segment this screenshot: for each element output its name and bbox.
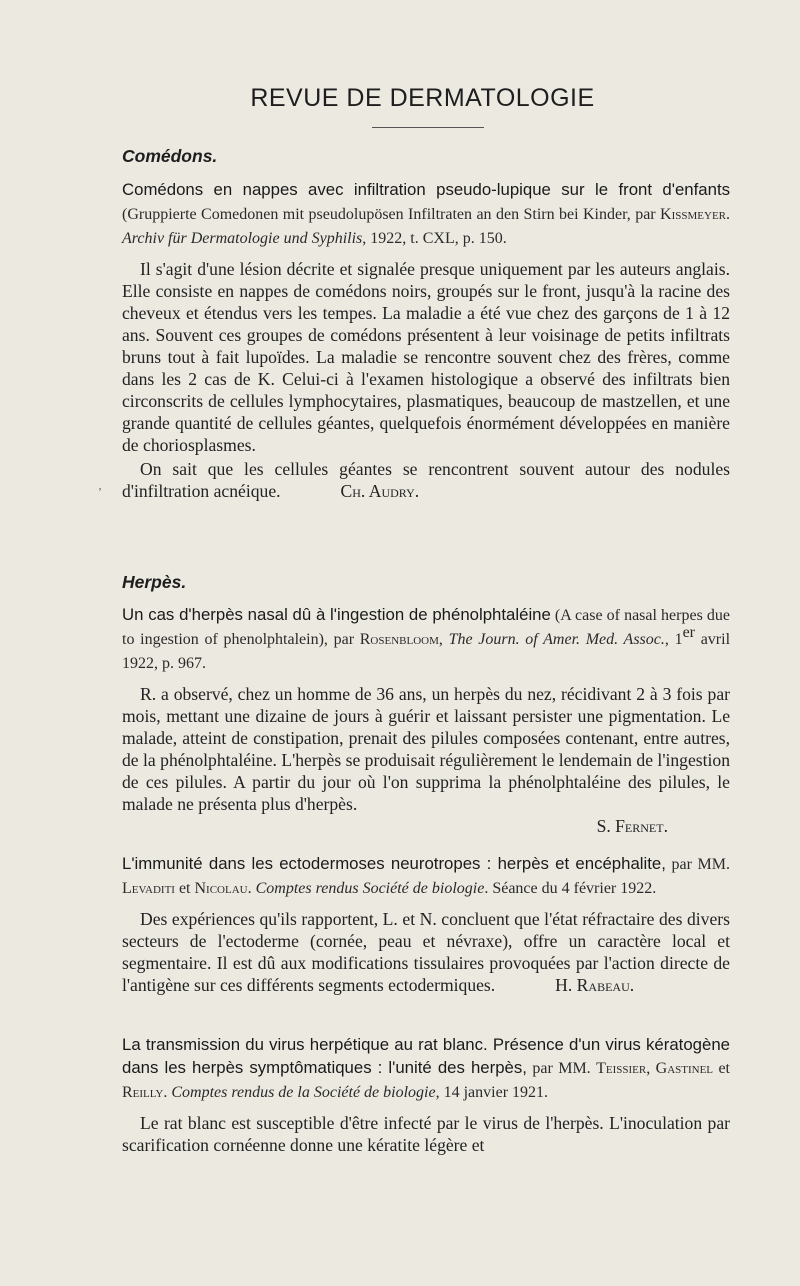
article-title: Comédons en nappes avec infiltration pseudo-lupique sur le front d'enfants xyxy=(122,180,730,199)
article-herpes-nasal-header xyxy=(122,603,730,675)
article-title: La transmission du virus herpétique au rat blanc. Présence d'un virus kératogène dans les herpès symptômatiques : l'unité des herpès, xyxy=(122,1035,730,1077)
article-reference-and: et xyxy=(174,880,195,897)
margin-mark: ʼ xyxy=(98,485,102,499)
section-heading-comedons: Comédons. xyxy=(122,146,218,166)
article-reference: par MM. xyxy=(665,856,730,873)
article-author: Gastinel xyxy=(655,1060,714,1077)
article-title: L'immunité dans les ectodermoses neurotropes : herpès et encéphalite, xyxy=(122,854,666,873)
article-author: Reilly xyxy=(122,1084,164,1101)
article-reference-sep: . xyxy=(726,206,730,223)
article-journal: The Journ. of Amer. Med. Assoc. xyxy=(448,631,665,648)
article-reference-sep: , xyxy=(646,1060,656,1077)
article-author: Teissier xyxy=(596,1060,647,1077)
article-author: Kissmeyer xyxy=(660,206,726,223)
article-reference-end: . Séance du 4 février 1922. xyxy=(484,880,657,897)
article-transmission-header xyxy=(122,1033,730,1104)
article-reference-sep2: . xyxy=(163,1084,172,1101)
article-author: Levaditi xyxy=(122,880,175,897)
article-paragraph-final xyxy=(122,458,730,502)
article-herpes-nasal xyxy=(122,603,730,837)
article-journal: Comptes rendus Société de biologie xyxy=(255,880,485,897)
article-reference-date: , 1 xyxy=(664,631,683,648)
article-reference: (A case of nasal herpes due to ingestion of phenolphtalein), par xyxy=(122,607,730,648)
article-paragraph: R. a observé, chez un homme de 36 ans, un herpès du nez, récidivant 2 à 3 fois par mois, mettant une dizaine de jours à guérir et laissant persister une pigmentation. Le malade, atteint de constipation, prenait des pilules composées contenant, entre autres, de la phénolphtaléine. L'herpès se produisait régulièrement le lendemain de l'ingestion de ces pilules. A partir du jour où l'on supprima la phénolphtaléine des pilules, le malade ne présenta plus d'herpès. xyxy=(122,684,730,814)
article-paragraph: Il s'agit d'une lésion décrite et signalée presque uniquement par les auteurs anglais. Elle consiste en nappes de comédons noirs, groupés sur le front, jusqu'à la racine des cheveux et étendus vers les tempes. La maladie a été vue chez des garçons de 1 à 12 ans. Souvent ces groupes de comédons présentent à leur voisinage de petits infiltrats bruns tout à fait lupoïdes. La maladie se rencontre souvent chez des frères, comme dans les 2 cas de K. Celui-ci à l'examen histologique a observé des infiltrats bien circonscrits de cellules lymphocytaires, plasmatiques, beaucoup de mastzellen, et une grande quantité de cellules géantes, quelquefois énormément développées en manière de choriosplasmes. xyxy=(122,259,730,455)
article-signature: S. Fernet. xyxy=(596,816,668,836)
article-reference-sup: er xyxy=(682,624,696,642)
article-paragraph: Le rat blanc est susceptible d'être infecté par le virus de l'herpès. L'inoculation par scarification cornéenne donne une kératite légère et xyxy=(122,1113,730,1155)
article-reference-sep: . xyxy=(247,880,256,897)
article-reference: par MM. xyxy=(526,1060,597,1077)
running-head-rule xyxy=(372,127,484,128)
article-comedons-header xyxy=(122,178,730,250)
article-author: Rosenbloom xyxy=(359,631,439,648)
article-journal: Comptes rendus de la Société de biologie xyxy=(171,1084,436,1101)
article-author: Nicolau xyxy=(194,880,248,897)
running-head: REVUE DE DERMATOLOGIE xyxy=(250,84,595,112)
article-reference-end: , 14 janvier 1921. xyxy=(435,1084,549,1101)
article-reference-sep: , xyxy=(438,631,449,648)
article-reference-end: , 1922, t. CXL, p. 150. xyxy=(362,230,507,247)
article-journal: Archiv für Dermatologie und Syphilis xyxy=(122,230,363,247)
article-immunite-header xyxy=(122,852,730,900)
article-paragraph-text: Des expériences qu'ils rapportent, L. et N. concluent que l'état réfractaire des divers secteurs de l'ectoderme (cornée, peau et névraxe), offre un caractère local et segmentaire. Il est dû aux modifications tissulaires provoquées par l'action directe de l'antigène sur ces différents segments ectodermiques. xyxy=(122,909,730,995)
article-immunite xyxy=(122,852,730,996)
article-reference-and: et xyxy=(713,1060,730,1077)
article-paragraph-final xyxy=(122,908,730,996)
article-paragraph-text: On sait que les cellules géantes se rencontrent souvent autour des nodules d'infiltration acnéique. xyxy=(122,459,730,501)
article-comedons xyxy=(122,178,730,502)
article-signature: Ch. Audry. xyxy=(340,481,420,501)
article-reference: (Gruppierte Comedonen mit pseudolupösen Infiltraten an den Stirn bei Kinder, par xyxy=(122,206,661,223)
section-heading-herpes: Herpès. xyxy=(122,572,187,592)
article-signature: H. Rabeau. xyxy=(555,975,635,995)
article-title: Un cas d'herpès nasal dû à l'ingestion de phénolphtaléine xyxy=(122,605,551,624)
article-transmission xyxy=(122,1033,730,1156)
article-reference-end: avril 1922, p. 967. xyxy=(122,631,731,672)
